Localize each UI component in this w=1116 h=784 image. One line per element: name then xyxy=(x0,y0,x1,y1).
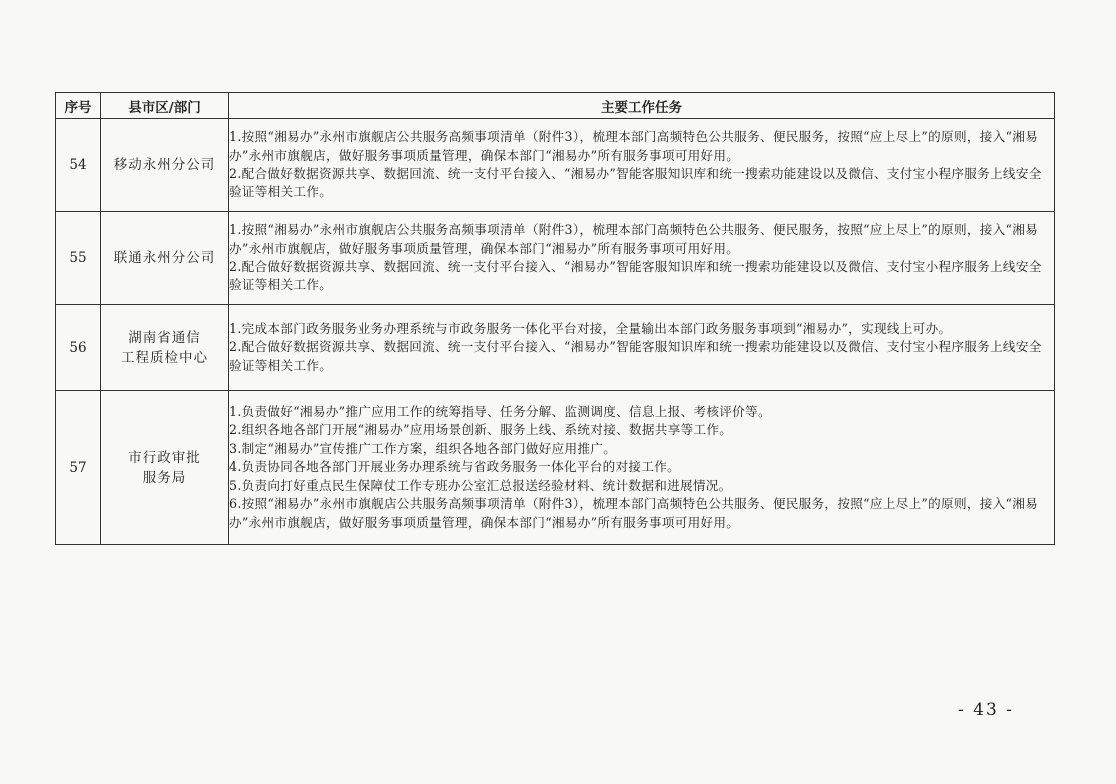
row-num: 54 xyxy=(56,119,101,212)
row-tasks xyxy=(229,305,1055,391)
row-tasks xyxy=(229,391,1055,545)
page-number: - 43 - xyxy=(958,700,1014,720)
task-item: 6.按照“湘易办”永州市旗舰店公共服务高频事项清单（附件3），梳理本部门高频特色公共服务、便民服务，按照“应上尽上”的原则，接入“湘易办”永州市旗舰店，做好服务事项质量管理，确保本部门“湘易办”所有服务事项可用好用。 xyxy=(229,496,1039,530)
task-item: 2.配合做好数据资源共享、数据回流、统一支付平台接入、“湘易办”智能客服知识库和统一搜索功能建设以及微信、支付宝小程序服务上线安全验证等相关工作。 xyxy=(229,339,1042,373)
task-table xyxy=(55,92,1055,545)
task-item: 2.配合做好数据资源共享、数据回流、统一支付平台接入、“湘易办”智能客服知识库和统一搜索功能建设以及微信、支付宝小程序服务上线安全验证等相关工作。 xyxy=(229,166,1042,200)
row-dept-line: 服务局 xyxy=(142,469,187,486)
task-item: 1.负责做好“湘易办”推广应用工作的统筹指导、任务分解、监测调度、信息上报、考核评价等。 xyxy=(229,404,771,420)
row-num: 56 xyxy=(56,305,101,391)
row-tasks xyxy=(229,119,1055,212)
task-item: 1.按照“湘易办”永州市旗舰店公共服务高频事项清单（附件3），梳理本部门高频特色公共服务、便民服务，按照“应上尽上”的原则，接入“湘易办”永州市旗舰店，做好服务事项质量管理，确保本部门“湘易办”所有服务事项可用好用。 xyxy=(229,129,1039,163)
task-item: 2.组织各地各部门开展“湘易办”应用场景创新、服务上线、系统对接、数据共享等工作。 xyxy=(229,422,733,438)
table-header-row xyxy=(56,93,1055,119)
row-tasks xyxy=(229,212,1055,305)
table-row xyxy=(56,391,1055,545)
task-item: 5.负责向打好重点民生保障仗工作专班办公室汇总报送经验材料、统计数据和进展情况。 xyxy=(229,477,732,493)
task-item: 1.完成本部门政务服务业务办理系统与市政务服务一体化平台对接，全量输出本部门政务服务事项到“湘易办”，实现线上可办。 xyxy=(229,320,952,336)
row-num: 55 xyxy=(56,212,101,305)
row-dept: 联通永州分公司 xyxy=(101,212,229,305)
header-dept: 县市区/部门 xyxy=(101,93,229,119)
table-row xyxy=(56,212,1055,305)
table-row xyxy=(56,305,1055,391)
table-row xyxy=(56,119,1055,212)
task-item: 1.按照“湘易办”永州市旗舰店公共服务高频事项清单（附件3），梳理本部门高频特色公共服务、便民服务，按照“应上尽上”的原则，接入“湘易办”永州市旗舰店，做好服务事项质量管理，确保本部门“湘易办”所有服务事项可用好用。 xyxy=(229,222,1039,256)
row-dept-line: 湖南省通信 xyxy=(128,329,201,346)
row-dept xyxy=(101,391,229,545)
header-num: 序号 xyxy=(56,93,101,119)
task-item: 3.制定“湘易办”宣传推广工作方案，组织各地各部门做好应用推广。 xyxy=(229,440,617,456)
header-task: 主要工作任务 xyxy=(229,93,1055,119)
row-dept xyxy=(101,305,229,391)
task-item: 2.配合做好数据资源共享、数据回流、统一支付平台接入、“湘易办”智能客服知识库和统一搜索功能建设以及微信、支付宝小程序服务上线安全验证等相关工作。 xyxy=(229,259,1042,293)
row-num: 57 xyxy=(56,391,101,545)
task-item: 4.负责协同各地各部门开展业务办理系统与省政务服务一体化平台的对接工作。 xyxy=(229,459,681,475)
row-dept-line: 市行政审批 xyxy=(128,449,201,466)
row-dept: 移动永州分公司 xyxy=(101,119,229,212)
row-dept-line: 工程质检中心 xyxy=(121,349,208,366)
